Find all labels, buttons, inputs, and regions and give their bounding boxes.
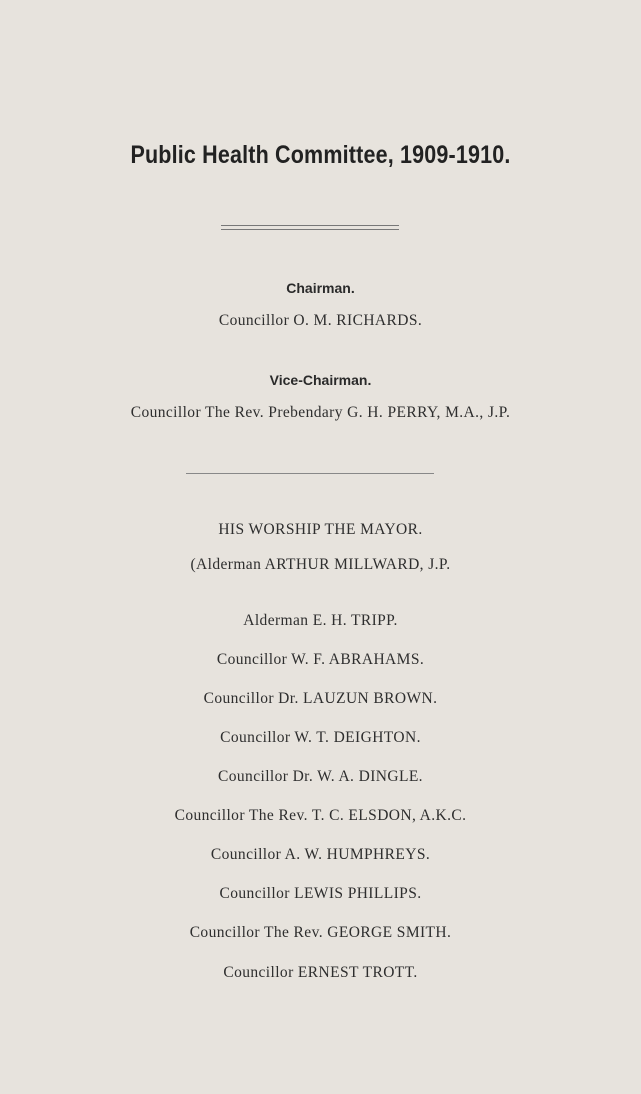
- member-list-item: Councillor LEWIS PHILLIPS.: [219, 885, 422, 902]
- mayor-name: (Alderman ARTHUR MILLWARD, J.P.: [190, 556, 451, 573]
- page-title: Public Health Committee, 1909-1910.: [130, 141, 511, 169]
- member-list-item: Councillor Dr. W. A. DINGLE.: [218, 768, 423, 785]
- member-list-item: Councillor The Rev. GEORGE SMITH.: [189, 924, 452, 941]
- vice-chairman-name: Councillor The Rev. Prebendary G. H. PERRY, M.A., J.P.: [130, 404, 511, 421]
- member-list-item: Councillor The Rev. T. C. ELSDON, A.K.C.: [174, 807, 467, 824]
- member-list-item: Councillor W. T. DEIGHTON.: [220, 729, 421, 746]
- member-list-item: Councillor ERNEST TROTT.: [223, 964, 418, 981]
- mayor-title: HIS WORSHIP THE MAYOR.: [218, 521, 423, 538]
- chairman-name: Councillor O. M. RICHARDS.: [218, 312, 423, 329]
- rule-divider: [186, 473, 434, 474]
- member-list-item: Councillor W. F. ABRAHAMS.: [216, 651, 425, 668]
- vice-chairman-heading: Vice-Chairman.: [269, 372, 372, 388]
- member-list-item: Councillor Dr. LAUZUN BROWN.: [203, 690, 438, 707]
- double-rule-divider: [221, 225, 399, 230]
- member-list-item: Alderman E. H. TRIPP.: [243, 612, 398, 629]
- member-list-item: Councillor A. W. HUMPHREYS.: [210, 846, 431, 863]
- chairman-heading: Chairman.: [286, 280, 355, 296]
